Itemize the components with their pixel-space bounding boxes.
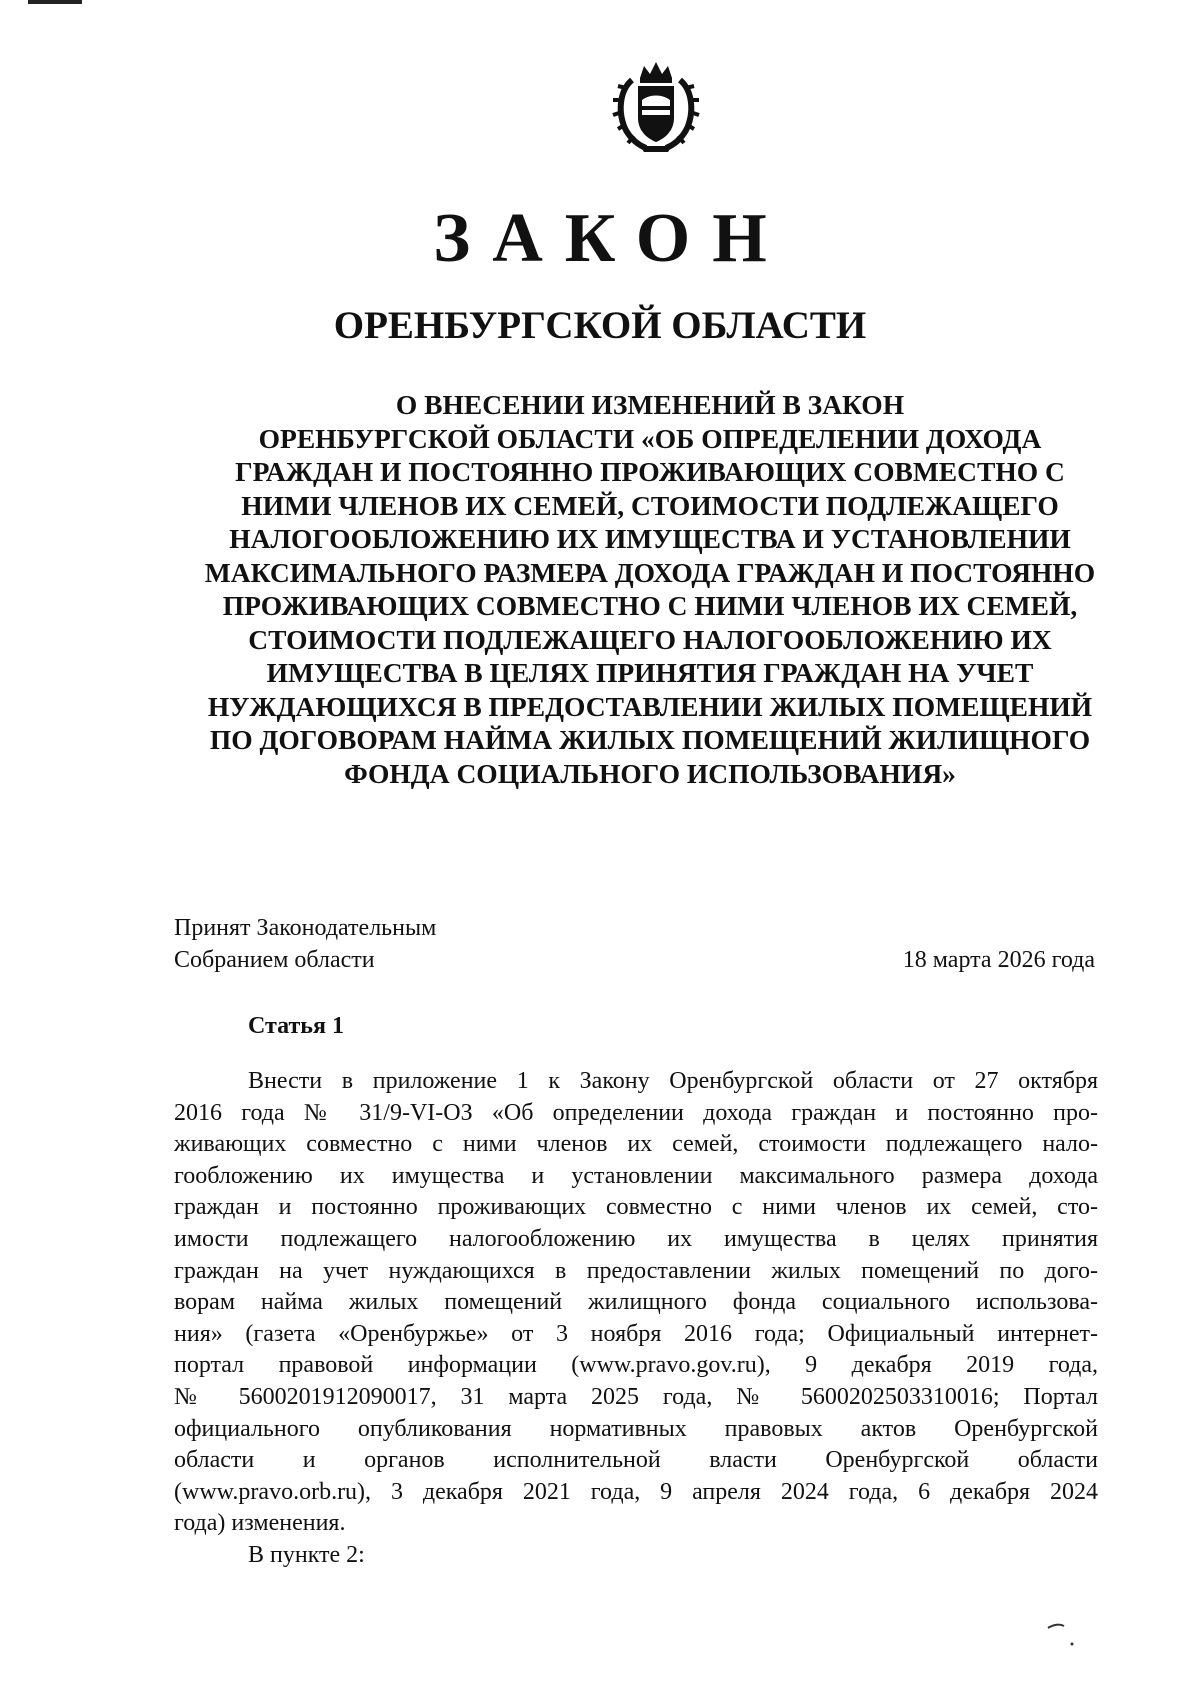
law-title — [180, 388, 1120, 790]
article-body-line: имости подлежащего налогообложению их имущества в целях принятия — [174, 1225, 1098, 1252]
article-body-line: № 5600201912090017, 31 марта 2025 года, № 5600202503310016; Портал — [174, 1383, 1098, 1410]
article-body-line: портал правовой информации (www.pravo.gov.ru), 9 декабря 2019 года, — [174, 1352, 1098, 1379]
article-body-line: ния» (газета «Оренбуржье» от 3 ноября 2016 года; Официальный интернет- — [174, 1320, 1098, 1347]
document-type-heading: ЗАКОН — [433, 200, 789, 277]
adoption-authority-line: Собранием области — [174, 947, 375, 973]
law-title-line: НУЖДАЮЩИХСЯ В ПРЕДОСТАВЛЕНИИ ЖИЛЫХ ПОМЕЩЕНИЙ — [207, 690, 1093, 722]
adoption-authority — [174, 912, 436, 976]
law-title-line: МАКСИМАЛЬНОГО РАЗМЕРА ДОХОДА ГРАЖДАН И ПОСТОЯННО — [204, 556, 1096, 588]
adoption-date: 18 марта 2026 года — [902, 947, 1095, 973]
law-title-line: ФОНДА СОЦИАЛЬНОГО ИСПОЛЬЗОВАНИЯ» — [344, 757, 956, 789]
article-body — [174, 1066, 1098, 1572]
law-title-line: ГРАЖДАН И ПОСТОЯННО ПРОЖИВАЮЩИХ СОВМЕСТНО С — [235, 456, 1065, 487]
law-title-line: ПРОЖИВАЮЩИХ СОВМЕСТНО С НИМИ ЧЛЕНОВ ИХ СЕМЕЙ, — [222, 590, 1078, 621]
article-body-line: гообложению их имущества и установлении максимального размера дохода — [174, 1162, 1098, 1189]
article-heading: Статья 1 — [248, 1013, 344, 1039]
article-body-line: года) изменения. — [174, 1510, 346, 1537]
article-body-line: граждан на учет нуждающихся в предоставлении жилых помещений по дого- — [174, 1257, 1098, 1284]
law-title-line: СТОИМОСТИ ПОДЛЕЖАЩЕГО НАЛОГООБЛОЖЕНИЮ ИХ — [248, 623, 1052, 655]
scan-edge-mark — [28, 0, 82, 4]
article-body-line: ворам найма жилых помещений жилищного фонда социального использова- — [174, 1289, 1098, 1316]
law-title-line: ИМУЩЕСТВА В ЦЕЛЯХ ПРИНЯТИЯ ГРАЖДАН НА УЧЕТ — [266, 657, 1034, 688]
law-title-line: О ВНЕСЕНИИ ИЗМЕНЕНИЙ В ЗАКОН — [395, 389, 905, 420]
coat-of-arms-emblem-icon — [610, 58, 702, 156]
article-next-line: В пункте 2: — [248, 1541, 365, 1568]
law-title-line: ОРЕНБУРГСКОЙ ОБЛАСТИ «ОБ ОПРЕДЕЛЕНИИ ДОХОДА — [258, 422, 1042, 454]
article-body-line: живающих совместно с ними членов их семей, стоимости подлежащего нало- — [174, 1131, 1098, 1158]
law-title-line: ПО ДОГОВОРАМ НАЙМА ЖИЛЫХ ПОМЕЩЕНИЙ ЖИЛИЩНОГО — [209, 724, 1091, 755]
article-body-line: официального опубликования нормативных правовых актов Оренбургской — [174, 1415, 1098, 1442]
law-title-line: НИМИ ЧЛЕНОВ ИХ СЕМЕЙ, СТОИМОСТИ ПОДЛЕЖАЩЕГО — [241, 489, 1059, 521]
scan-speck-mark — [1046, 1620, 1086, 1650]
article-body-line: 2016 года № 31/9-VI-ОЗ «Об определении дохода граждан и постоянно про- — [174, 1099, 1098, 1126]
article-body-line: области и органов исполнительной власти Оренбургской области — [174, 1447, 1098, 1474]
adoption-authority-line: Принят Законодательным — [174, 915, 437, 941]
article-body-line: Внести в приложение 1 к Закону Оренбургской области от 27 октября — [248, 1068, 1098, 1094]
article-body-line: граждан и постоянно проживающих совместно с ними членов их семей, сто- — [174, 1194, 1098, 1221]
article-body-line: (www.pravo.orb.ru), 3 декабря 2021 года, 9 апреля 2024 года, 6 декабря 2024 — [174, 1478, 1098, 1505]
law-title-line: НАЛОГООБЛОЖЕНИЮ ИХ ИМУЩЕСТВА И УСТАНОВЛЕНИИ — [229, 523, 1071, 554]
region-heading: ОРЕНБУРГСКОЙ ОБЛАСТИ — [333, 304, 867, 347]
